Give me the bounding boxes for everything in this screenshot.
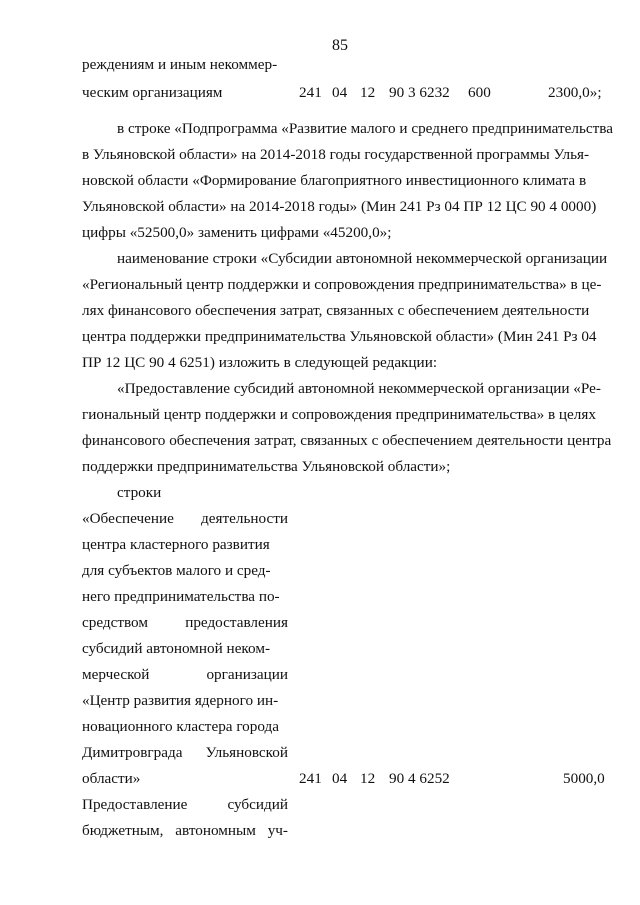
code-section: 04 <box>332 770 348 787</box>
paragraph-line: новской области «Формирование благоприятного инвестиционного климата в <box>82 172 587 189</box>
paragraph-line: «Региональный центр поддержки и сопровождения предпринимательства» в це- <box>82 276 602 293</box>
paragraph-line: в Ульяновской области» на 2014-2018 годы государственной программы Улья- <box>82 146 590 163</box>
paragraph-line: ПР 12 ЦС 90 4 6251) изложить в следующей редакции: <box>82 354 438 371</box>
paragraph-line: центра поддержки предпринимательства Ульяновской области» (Мин 241 Рз 04 <box>82 328 597 345</box>
code-target-article: 90 3 6232 <box>389 84 450 101</box>
paragraph-line: Ульяновской области» на 2014-2018 годы» (Мин 241 Рз 04 ПР 12 ЦС 90 4 0000) <box>82 198 597 215</box>
amount: 2300,0»; <box>548 84 602 101</box>
rows-label: строки <box>117 484 162 501</box>
table-row-name-line: ческим организациям <box>82 84 223 101</box>
paragraph-line: цифры «52500,0» заменить цифрами «45200,0»; <box>82 224 392 241</box>
cell-text-line: Димитровграда Ульяновской <box>82 744 288 761</box>
code-expense-type: 600 <box>468 84 491 101</box>
cell-text-line: бюджетным, автономным уч- <box>82 822 288 839</box>
page-number: 85 <box>332 37 348 54</box>
cell-text-line: «Обеспечение деятельности <box>82 510 288 527</box>
cell-text-line: Предоставление субсидий <box>82 796 288 813</box>
cell-text-line: центра кластерного развития <box>82 536 270 553</box>
cell-text-line: него предпринимательства по- <box>82 588 280 605</box>
paragraph-line: финансового обеспечения затрат, связанных с обеспечением деятельности центра <box>82 432 612 449</box>
paragraph-line: наименование строки «Субсидии автономной некоммерческой организации <box>117 250 608 267</box>
code-subsection: 12 <box>360 770 376 787</box>
cell-text-line: средством предоставления <box>82 614 288 631</box>
code-section: 04 <box>332 84 348 101</box>
cell-text-line: «Центр развития ядерного ин- <box>82 692 279 709</box>
cell-text-line: для субъектов малого и сред- <box>82 562 271 579</box>
amount: 5000,0 <box>563 770 605 787</box>
paragraph-line: лях финансового обеспечения затрат, связанных с обеспечением деятельности <box>82 302 590 319</box>
paragraph-line: в строке «Подпрограмма «Развитие малого и среднего предпринимательства <box>117 120 613 137</box>
cell-text-line: мерческой организации <box>82 666 288 683</box>
paragraph-line: гиональный центр поддержки и сопровождения предпринимательства» в целях <box>82 406 596 423</box>
code-target-article: 90 4 6252 <box>389 770 450 787</box>
code-ministry: 241 <box>299 84 322 101</box>
code-subsection: 12 <box>360 84 376 101</box>
code-ministry: 241 <box>299 770 322 787</box>
paragraph-line: «Предоставление субсидий автономной некоммерческой организации «Ре- <box>117 380 601 397</box>
paragraph-line: поддержки предпринимательства Ульяновской области»; <box>82 458 451 475</box>
cell-text-line: субсидий автономной неком- <box>82 640 271 657</box>
table-row-name-line: реждениям и иным некоммер- <box>82 56 278 73</box>
cell-text-line: новационного кластера города <box>82 718 279 735</box>
cell-text-line: области» <box>82 770 141 787</box>
